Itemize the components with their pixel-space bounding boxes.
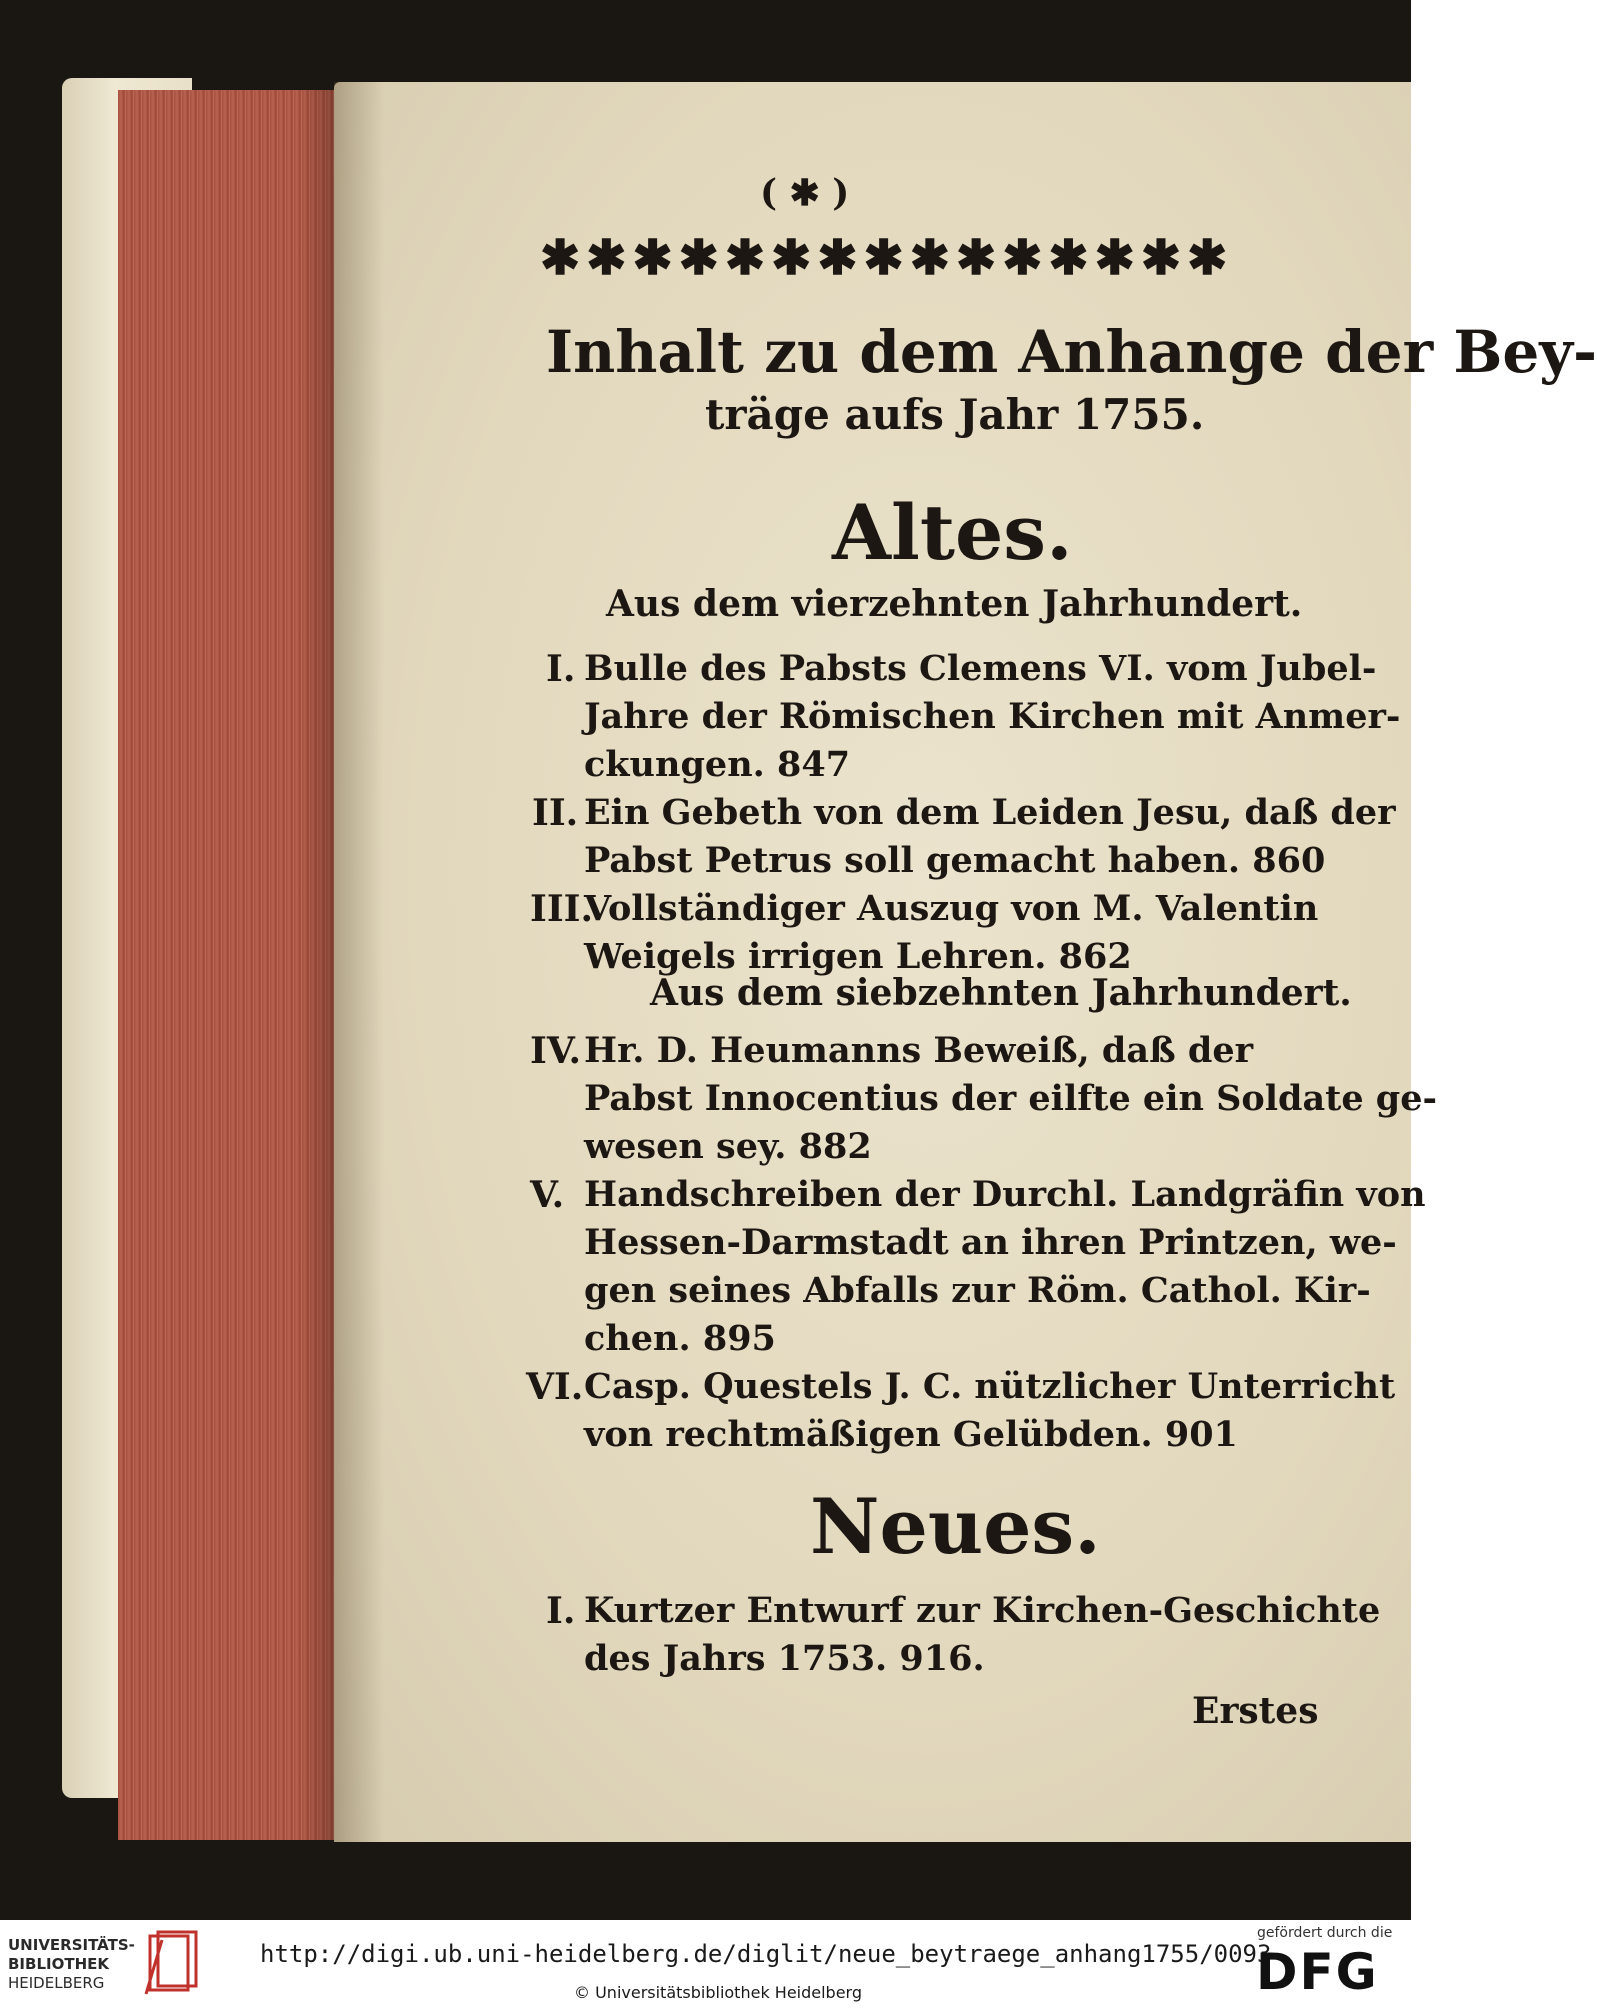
- page-gutter-shadow: [334, 82, 384, 1842]
- library-name-line: HEIDELBERG: [8, 1974, 105, 1992]
- copyright-notice: © Universitätsbibliothek Heidelberg: [574, 1983, 863, 2002]
- entry-text-line: Hessen-Darmstadt an ihren Printzen, we-: [584, 1222, 1397, 1263]
- entry-number: I.: [546, 648, 576, 690]
- entry-text-line: Handschreiben der Durchl. Landgräfin von: [584, 1174, 1426, 1215]
- entry-number: VI.: [526, 1366, 584, 1408]
- entry-text-line: Casp. Questels J. C. nützlicher Unterricht: [584, 1366, 1396, 1407]
- entry-text-line: gen seines Abfalls zur Röm. Cathol. Kir-: [584, 1270, 1371, 1311]
- entry-text-line: chen. 895: [584, 1318, 776, 1359]
- page-headpiece: ( ✱ ): [760, 172, 850, 214]
- ornament-star-row: ✱✱✱✱✱✱✱✱✱✱✱✱✱✱✱: [540, 230, 1234, 286]
- entry-text-line: Pabst Innocentius der eilfte ein Soldate ge-: [584, 1078, 1438, 1119]
- entry-text-line: von rechtmäßigen Gelübden. 901: [584, 1414, 1238, 1455]
- entry-text-line: Vollständiger Auszug von M. Valentin: [584, 888, 1319, 929]
- permalink-link[interactable]: http://digi.ub.uni-heidelberg.de/diglit/neue_beytraege_anhang1755/0093: [260, 1940, 1272, 1968]
- entry-text-line: Jahre der Römischen Kirchen mit Anmer-: [584, 696, 1401, 737]
- funder-caption: gefördert durch die: [1257, 1925, 1393, 1941]
- entry-text-line: Kurtzer Entwurf zur Kirchen-Geschichte: [584, 1590, 1381, 1631]
- entry-number: IV.: [530, 1030, 582, 1072]
- section-heading-neues: Neues.: [810, 1482, 1101, 1571]
- entry-text-line: Ein Gebeth von dem Leiden Jesu, daß der: [584, 792, 1396, 833]
- subheading-14th-century: Aus dem vierzehnten Jahrhundert.: [606, 583, 1303, 625]
- library-name-line: BIBLIOTHEK: [8, 1955, 109, 1973]
- subheading-17th-century: Aus dem siebzehnten Jahrhundert.: [650, 972, 1352, 1014]
- library-logo-icon: [140, 1928, 200, 1998]
- catchword: Erstes: [1192, 1690, 1319, 1732]
- entry-text-line: ckungen. 847: [584, 744, 851, 785]
- entry-text-line: Hr. D. Heumanns Beweiß, daß der: [584, 1030, 1254, 1071]
- library-name-line: UNIVERSITÄTS-: [8, 1936, 135, 1954]
- entry-number: V.: [530, 1174, 565, 1216]
- entry-text-line: Bulle des Pabsts Clemens VI. vom Jubel-: [584, 648, 1377, 689]
- page-title-line-1: Inhalt zu dem Anhange der Bey-: [546, 318, 1597, 386]
- entry-text-line: Weigels irrigen Lehren. 862: [584, 936, 1132, 977]
- entry-number: I.: [546, 1590, 576, 1632]
- entry-text-line: Pabst Petrus soll gemacht haben. 860: [584, 840, 1326, 881]
- entry-number: III.: [530, 888, 594, 930]
- library-name: [8, 1936, 138, 1993]
- entry-number: II.: [532, 792, 579, 834]
- entry-text-line: wesen sey. 882: [584, 1126, 872, 1167]
- section-heading-altes: Altes.: [832, 488, 1073, 577]
- page-title-line-2: träge aufs Jahr 1755.: [705, 390, 1205, 439]
- dfg-logo: DFG: [1256, 1943, 1379, 2001]
- entry-text-line: des Jahrs 1753. 916.: [584, 1638, 985, 1679]
